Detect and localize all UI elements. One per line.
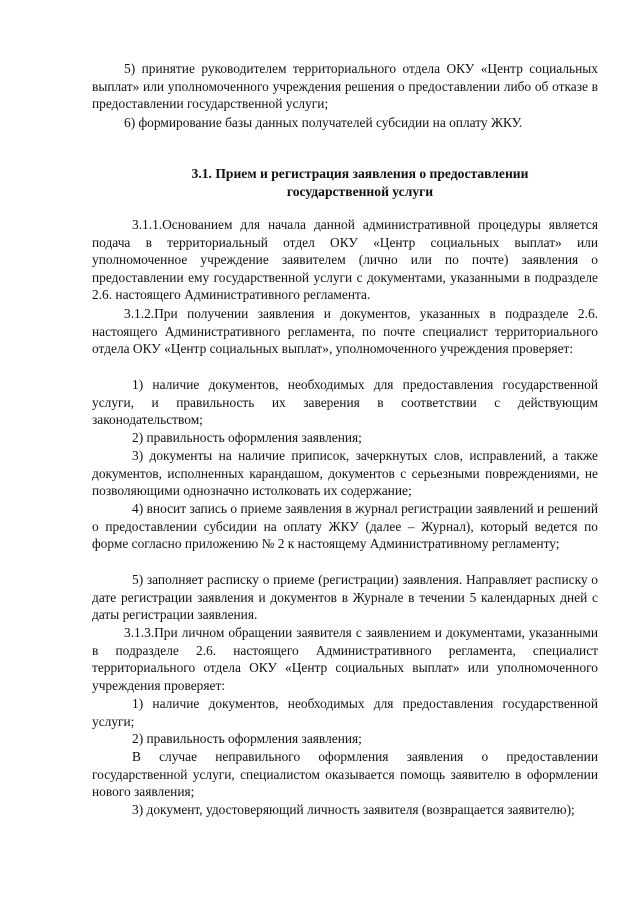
check-item-4: 4) вносит запись о приеме заявления в журнал регистрации заявлений и решений о предоставлении субсидии на оплату ЖКУ (далее – Журнал), который ведется по форме согласно приложению № 2 к настоящему Административному регламенту; xyxy=(92,501,598,552)
intro-item-5: 5) принятие руководителем территориального отдела ОКУ «Центр социальных выплат» или уполномоченного учреждения решения о предоставлении либо об отказе в предоставлении государственной услуги; xyxy=(92,61,598,112)
check-item-1: 1) наличие документов, необходимых для предоставления государственной услуги, и правильность их заверения в соответствии с действующим законодательством; xyxy=(92,377,598,428)
personal-check-item-1: 1) наличие документов, необходимых для предоставления государственной услуги; xyxy=(92,696,598,729)
check-item-2: 2) правильность оформления заявления; xyxy=(132,430,362,445)
intro-item-6: 6) формирование базы данных получателей субсидии на оплату ЖКУ. xyxy=(124,115,523,130)
check-item-3: 3) документы на наличие приписок, зачеркнутых слов, исправлений, а также документов, исполненных карандашом, документов с серьезными повреждениями, не позволяющими однозначно истолковать их содержание; xyxy=(92,448,598,499)
section-heading: 3.1. Прием и регистрация заявления о предоставлении государственной услуги xyxy=(191,166,529,199)
paragraph-3-1-2: 3.1.2.При получении заявления и документов, указанных в подразделе 2.6. настоящего Административного регламента, по почте специалист территориального отдела ОКУ «Центр социальных выплат», уполномоченного учреждения проверяет: xyxy=(92,306,598,357)
check-item-5: 5) заполняет расписку о приеме (регистрации) заявления. Направляет расписку о дате регистрации заявления и документов в Журнале в течении 5 календарных дней с даты регистрации заявления. xyxy=(92,572,598,623)
personal-check-item-2: 2) правильность оформления заявления; xyxy=(132,731,362,746)
personal-check-item-3: 3) документ, удостоверяющий личность заявителя (возвращается заявителю); xyxy=(132,802,575,817)
incorrect-application-note: В случае неправильного оформления заявления о предоставлении государственной услуги, специалистом оказывается помощь заявителю в оформлении нового заявления; xyxy=(92,749,598,800)
paragraph-3-1-1: 3.1.1.Основанием для начала данной административной процедуры является подача в территориальный отдел ОКУ «Центр социальных выплат» или уполномоченное учреждение заявителем (лично или по почте) заявления о предоставлении ему государственной услуги с документами, указанными в подразделе 2.6. настоящего Административного регламента. xyxy=(92,217,598,303)
paragraph-3-1-3: 3.1.3.При личном обращении заявителя с заявлением и документами, указанными в подразделе 2.6. настоящего Административного регламента, специалист территориального отдела ОКУ «Центр социальных выплат» или уполномоченного учреждения проверяет: xyxy=(92,625,598,693)
